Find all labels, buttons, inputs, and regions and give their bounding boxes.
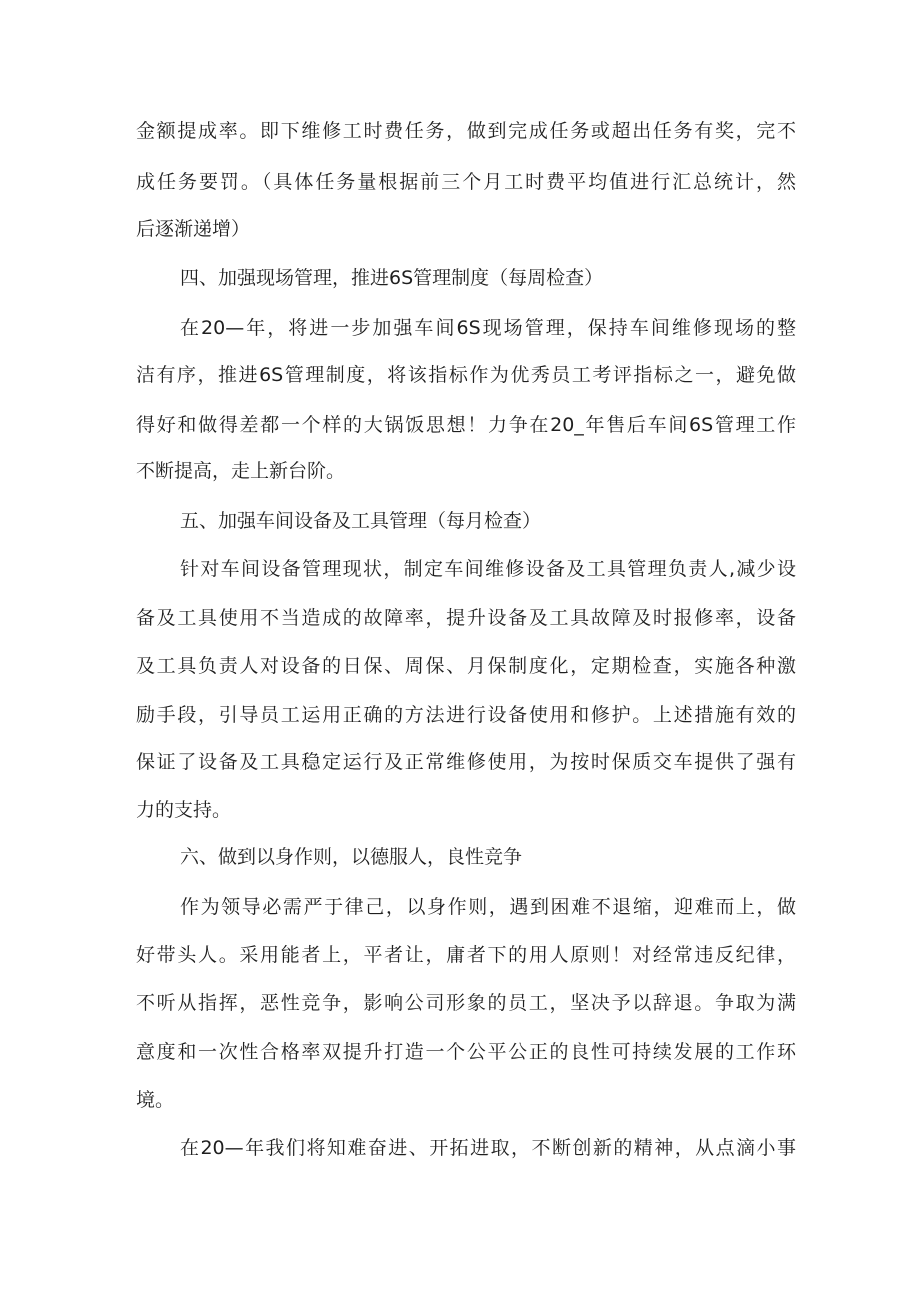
text-line-5: 在20—年，将进一步加强车间6S现场管理，保持车间维修现场的整: [180, 317, 796, 339]
text-line-3: 后逐渐递增）: [136, 218, 251, 240]
section-heading-5: 五、加强车间设备及工具管理（每月检查）: [180, 510, 542, 532]
text-line-6: 洁有序，推进6S管理制度，将该指标作为优秀员工考评指标之一，避免做: [136, 364, 796, 386]
text-line-8: 不断提高，走上新台阶。: [136, 460, 346, 482]
text-line-12: 及工具负责人对设备的日保、周保、月保制度化，定期检查，实施各种激: [136, 655, 796, 677]
text-line-2: 成任务要罚。（具体任务量根据前三个月工时费平均值进行汇总统计，然: [136, 171, 796, 193]
section-heading-6: 六、做到以身作则，以德服人，良性竞争: [180, 846, 523, 868]
text-line-7: 得好和做得差都一个样的大锅饭思想！力争在20_年售后车间6S管理工作: [136, 414, 796, 436]
text-line-10: 针对车间设备管理现状，制定车间维修设备及工具管理负责人,减少设: [180, 558, 796, 580]
text-line-17: 作为领导必需严于律己，以身作则，遇到困难不退缩，迎难而上，做: [180, 896, 796, 918]
text-line-1: 金额提成率。即下维修工时费任务，做到完成任务或超出任务有奖，完不: [136, 120, 796, 142]
text-line-14: 保证了设备及工具稳定运行及正常维修使用，为按时保质交车提供了强有: [136, 751, 796, 773]
text-line-11: 备及工具使用不当造成的故障率，提升设备及工具故障及时报修率，设备: [136, 607, 796, 629]
text-line-20: 意度和一次性合格率双提升打造一个公平公正的良性可持续发展的工作环: [136, 1041, 796, 1063]
section-heading-4: 四、加强现场管理，推进6S管理制度（每周检查）: [180, 267, 604, 289]
text-line-22: 在20—年我们将知难奋进、开拓进取，不断创新的精神，从点滴小事: [180, 1137, 796, 1159]
text-line-21: 境。: [136, 1089, 175, 1111]
text-line-19: 不听从指挥，恶性竞争，影响公司形象的员工，坚决予以辞退。争取为满: [136, 992, 796, 1014]
text-line-13: 励手段，引导员工运用正确的方法进行设备使用和修护。上述措施有效的: [136, 704, 796, 726]
text-line-18: 好带头人。采用能者上，平者让，庸者下的用人原则！对经常违反纪律，: [136, 944, 796, 966]
text-line-15: 力的支持。: [136, 799, 232, 821]
